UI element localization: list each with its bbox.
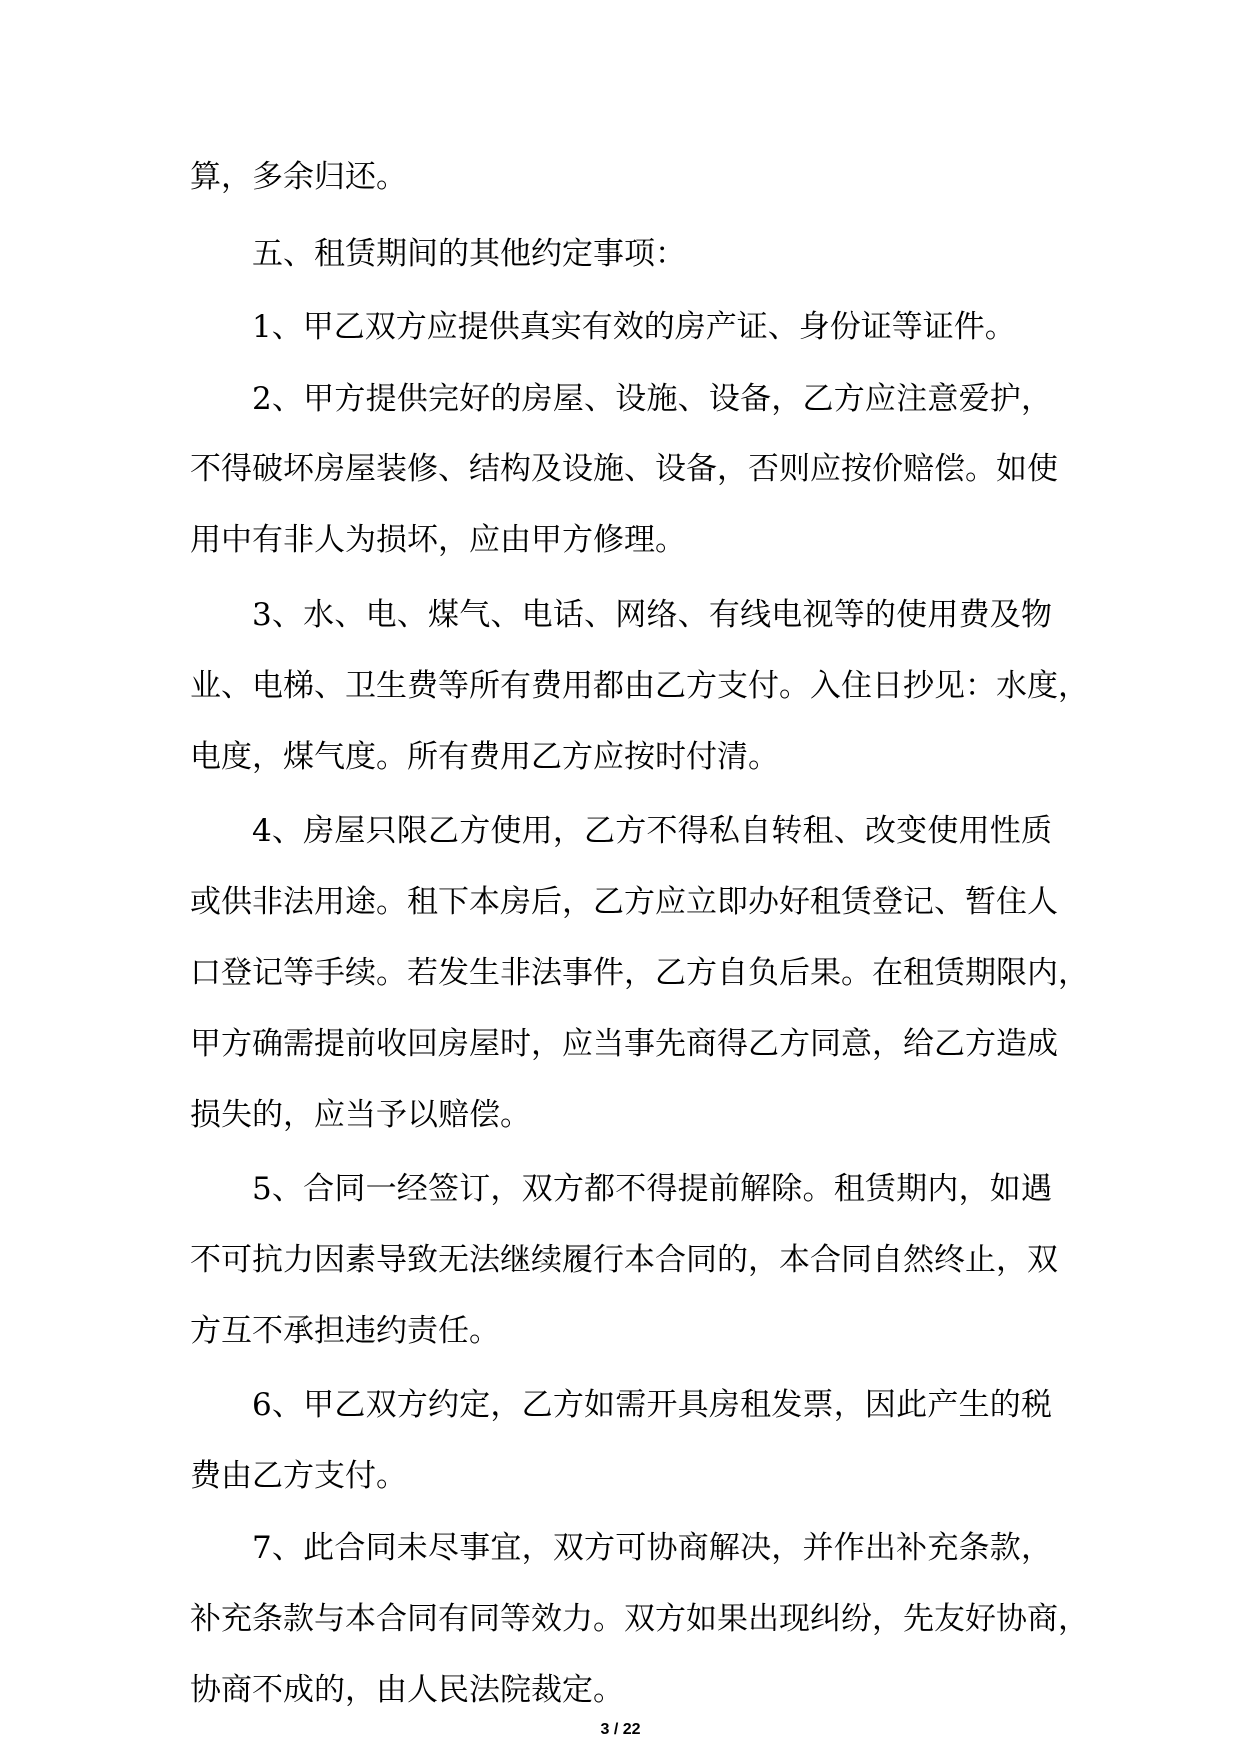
body-line: 方互不承担违约责任。: [190, 1313, 500, 1349]
body-line: 1、甲乙双方应提供真实有效的房产证、身份证等证件。: [252, 309, 1016, 345]
body-line: 费由乙方支付。: [190, 1458, 407, 1494]
body-line: 不得破坏房屋装修、结构及设施、设备，否则应按价赔偿。如使: [190, 451, 1058, 487]
body-line: 或供非法用途。租下本房后，乙方应立即办好租赁登记、暂住人: [190, 884, 1058, 920]
body-line: 2、甲方提供完好的房屋、设施、设备，乙方应注意爱护，: [252, 381, 1052, 417]
body-line: 电度，煤气度。所有费用乙方应按时付清。: [190, 739, 779, 775]
body-line: 7、此合同未尽事宜，双方可协商解决，并作出补充条款，: [252, 1530, 1052, 1566]
body-line: 不可抗力因素导致无法继续履行本合同的，本合同自然终止，双: [190, 1242, 1058, 1278]
body-line: 业、电梯、卫生费等所有费用都由乙方支付。入住日抄见：水度，: [190, 668, 1089, 704]
body-line: 用中有非人为损坏，应由甲方修理。: [190, 522, 686, 558]
section-heading: 五、租赁期间的其他约定事项：: [252, 236, 686, 272]
body-line: 甲方确需提前收回房屋时，应当事先商得乙方同意，给乙方造成: [190, 1026, 1058, 1062]
body-line: 算，多余归还。: [190, 159, 407, 195]
body-line: 口登记等手续。若发生非法事件，乙方自负后果。在租赁期限内，: [190, 955, 1089, 991]
body-line: 协商不成的，由人民法院裁定。: [190, 1672, 624, 1708]
body-line: 损失的，应当予以赔偿。: [190, 1097, 531, 1133]
page-number: 3 / 22: [600, 1721, 641, 1738]
body-line: 补充条款与本合同有同等效力。双方如果出现纠纷，先友好协商，: [190, 1601, 1089, 1637]
body-line: 4、房屋只限乙方使用，乙方不得私自转租、改变使用性质: [252, 813, 1052, 849]
body-line: 6、甲乙双方约定，乙方如需开具房租发票，因此产生的税: [252, 1387, 1052, 1423]
body-line: 3、水、电、煤气、电话、网络、有线电视等的使用费及物: [252, 597, 1052, 633]
body-line: 5、合同一经签订，双方都不得提前解除。租赁期内，如遇: [252, 1171, 1052, 1207]
